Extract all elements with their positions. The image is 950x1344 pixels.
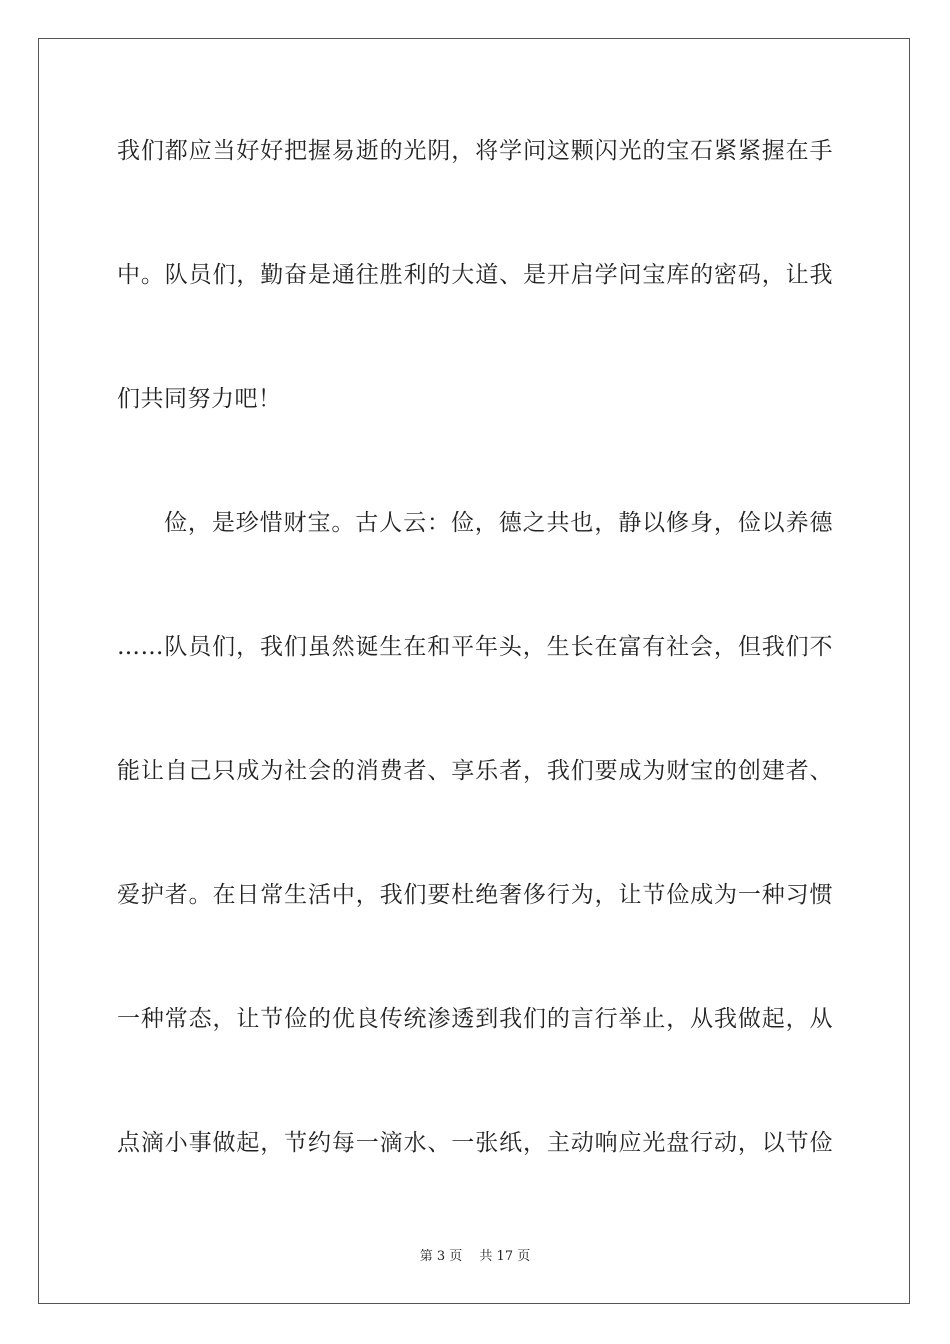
text-line-7: 爱护者。在日常生活中，我们要杜绝奢侈行为，让节俭成为一种习惯 <box>117 882 833 908</box>
text-line-1: 我们都应当好好把握易逝的光阴，将学问这颗闪光的宝石紧紧握在手 <box>117 138 833 164</box>
text-line-6: 能让自己只成为社会的消费者、享乐者，我们要成为财宝的创建者、 <box>117 758 833 784</box>
text-line-4: 俭，是珍惜财宝。古人云：俭，德之共也，静以修身，俭以养德 <box>164 510 833 536</box>
page-border <box>38 38 910 1304</box>
text-line-8: 一种常态，让节俭的优良传统渗透到我们的言行举止，从我做起，从 <box>117 1006 833 1032</box>
text-line-9: 点滴小事做起，节约每一滴水、一张纸，主动响应光盘行动，以节俭 <box>117 1130 833 1156</box>
text-line-5: ……队员们，我们虽然诞生在和平年头，生长在富有社会，但我们不 <box>117 634 833 660</box>
text-line-3: 们共同努力吧！ <box>117 386 282 412</box>
page-number-footer: 第 3 页 共 17 页 <box>419 1249 531 1264</box>
text-line-2: 中。队员们，勤奋是通往胜利的大道、是开启学问宝库的密码，让我 <box>117 262 833 288</box>
